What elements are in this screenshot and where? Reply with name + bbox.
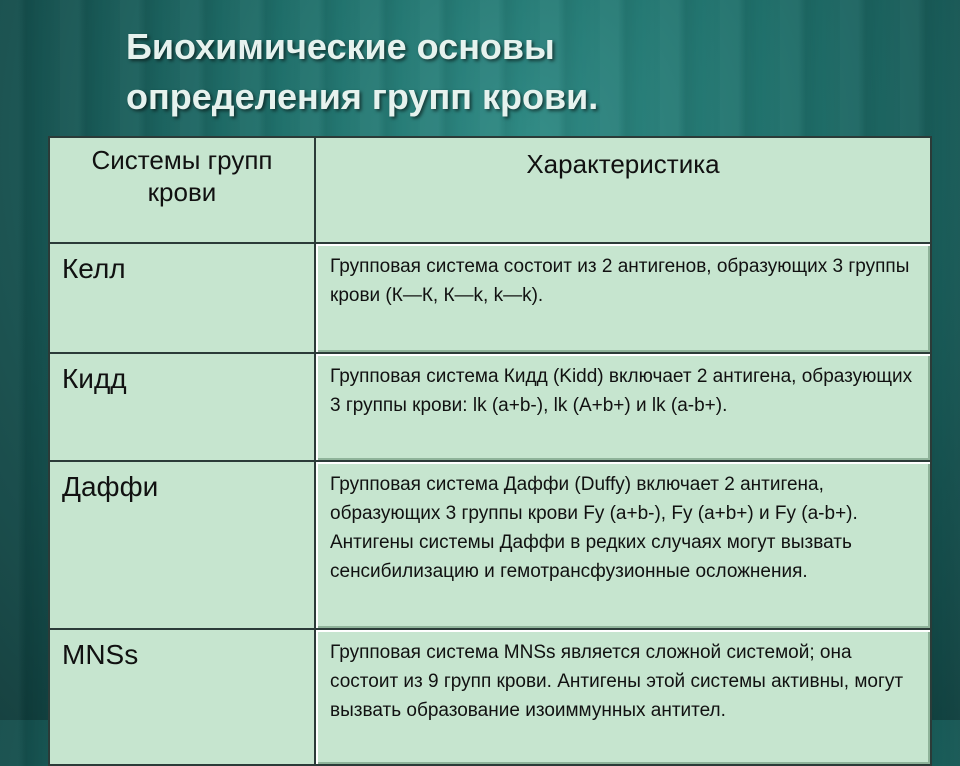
system-description-kidd xyxy=(315,353,931,461)
description-text: Групповая система MNSs является сложной системой; она состоит из 9 групп крови. Антигены этой системы активны, могут вызвать образование изоиммунных антител. xyxy=(330,642,904,721)
system-description-mnss xyxy=(315,629,931,765)
header-characteristics: Характеристика xyxy=(315,137,931,243)
table-header-row xyxy=(49,137,931,243)
header-systems: Системы групп крови xyxy=(49,137,315,243)
table-row xyxy=(49,243,931,353)
table-row xyxy=(49,461,931,629)
description-text: Групповая система состоит из 2 антигенов, образующих 3 группы крови (К—К, К—k, k—k). xyxy=(330,256,910,306)
system-name-kidd: Кидд xyxy=(49,353,315,461)
blood-group-table-container xyxy=(48,136,930,766)
system-description-kell xyxy=(315,243,931,353)
system-name-duffy: Даффи xyxy=(49,461,315,629)
description-text: Групповая система Кидд (Kidd) включает 2 антигена, образующих 3 группы крови: lk (a+b-), lk (A+b+) и lk (a-b+). xyxy=(330,366,913,416)
table-row xyxy=(49,629,931,765)
table-row xyxy=(49,353,931,461)
slide-title-line-1: Биохимические основы xyxy=(126,26,555,67)
system-name-mnss: MNSs xyxy=(49,629,315,765)
slide-title xyxy=(126,22,906,122)
description-text: Групповая система Даффи (Duffy) включает 2 антигена, образующих 3 группы крови Fy (a+b-), Fy (a+b+) и Fy (a-b+). Антигены системы Даффи в редких случаях могут вызвать сенсибилизацию и гемотрансфузионные осложнения. xyxy=(330,474,858,582)
system-description-duffy xyxy=(315,461,931,629)
system-name-kell: Келл xyxy=(49,243,315,353)
slide-title-line-2: определения групп крови. xyxy=(126,76,599,117)
blood-group-table xyxy=(48,136,932,766)
